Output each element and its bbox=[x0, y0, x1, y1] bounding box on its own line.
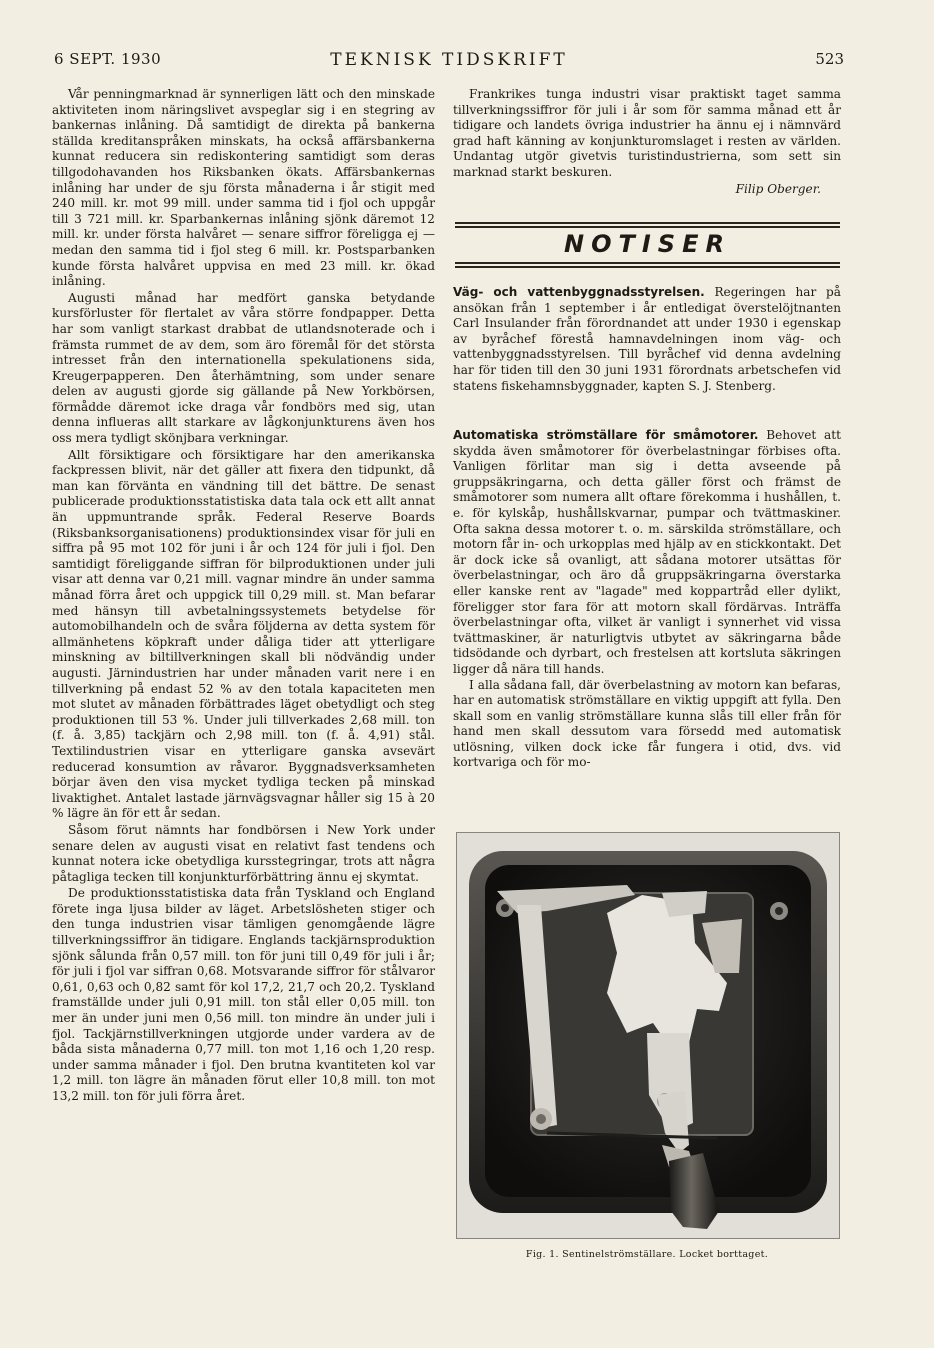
divider bbox=[455, 222, 840, 224]
section-heading-box bbox=[455, 222, 840, 268]
notice-heading: Väg- och vattenbyggnadsstyrelsen. bbox=[453, 285, 705, 299]
paragraph: De produktionsstatistiska data från Tyskland och England förete inga ljusa bilder av läget. Arbetslösheten stiger och den tunga industrien visar tämligen genomgående lägre tillverkningssiffror än tidigare. Englands tackjärnsproduktion sjönk sålunda från 0,57 mill. ton för juni till 0,49 för juli i år; för juli i fjol var siffran 0,68. Motsvarande siffror för stålvaror 0,61, 0,63 och 0,82 samt för kol 17,2, 21,7 och 20,2. Tyskland framställde under juli 0,91 mill. ton stål eller 0,05 mill. ton mer än under juni men 0,56 mill. ton mindre än under juli i fjol. Tackjärnstillverkningen utgjorde under vardera av de båda sista månaderna 0,77 mill. ton mot 1,16 och 1,20 resp. under samma månader i fjol. Den brutna kvantiteten kol var 1,2 mill. ton lägre än månaden förut eller 10,8 mill. ton mot 13,2 mill. ton för juli förra året. bbox=[52, 886, 435, 1103]
notice-automatiska-stromstallare bbox=[453, 428, 841, 771]
left-column bbox=[52, 87, 435, 1106]
page-number: 523 bbox=[815, 50, 844, 68]
notice-body: Väg- och vattenbyggnadsstyrelsen. Regeringen har på ansökan från 1 september i år entledigat överstelöjtnanten Carl Insulander från förordnandet att under 1930 i egenskap av byråchef förestå hamnavdelningen inom väg- och vattenbyggnadsstyrelsen. Till byråchef vid denna avdelning har för tiden till den 30 juni 1931 förordnats arbetschefen vid statens fiskehamnsbyggnader, kapten S. J. Stenberg. bbox=[453, 285, 841, 393]
paragraph: I alla sådana fall, där överbelastning av motorn kan befaras, har en automatisk strömställare en viktig uppgift att fylla. Den skall som en vanlig strömställare kunna slås till eller från för hand men skall dessutom vara försedd med automatisk utlösning, vilken dock icke får fungera i otid, dvs. vid kortvariga och för mo- bbox=[453, 677, 841, 770]
notice-body: Automatiska strömställare för småmotorer. Behovet att skydda även småmotorer för överbelastningar förbises ofta. Vanligen förlitar man sig i detta avseende på gruppsäkringarna, och detta gäller först och främst de småmotorer som numera allt oftare förekomma i hushållen, t. e. för kylskåp, hushållskvarnar, pumpar och tvättmaskiner. Ofta sakna dessa motorer t. o. m. särskilda strömställare, och motorn får in- och urkopplas med hjälp av en stickkontakt. Det är dock icke så ovanligt, att sådana motorer utsättas för överbelastningar, och äro då gruppsäkringarna överstarka eller kanske rent av "lagade" med koppartråd eller dylikt, föreligger stor fara för att motorn skall fördärvas. Inträffa överbelastningar ofta, vilket är vanligt i synnerhet vid vissa tvättmaskiner, är naturligtvis utbytet av säkringarna både tidsödande och dyrbart, och frestelsen att kortsluta säkringen ligger då nära till hands. bbox=[453, 428, 841, 676]
section-heading: NOTISER bbox=[564, 230, 731, 258]
switch-photo-illustration bbox=[457, 833, 839, 1238]
paragraph: Såsom förut nämnts har fondbörsen i New York under senare delen av augusti visat en relativt fast tendens och kunnat notera icke obetydliga kursstegringar, trots att några påtagliga tecken till konjunkturförbättring ännu ej skymtat. bbox=[52, 822, 435, 884]
paragraph: Vår penningmarknad är synnerligen lätt och den minskade aktiviteten inom näringslivet avspeglar sig i en stegring av bankernas inlåning. Då samtidigt de direkta på bankerna ställda kreditanspråken minskats, ha också affärsbankerna kunnat reducera sin rediskontering samtidigt som deras tillgodohavanden hos Riksbanken ökats. Affärsbankernas inlåning har under de sju första månaderna i år stigit med 240 mill. kr. mot 99 mill. under samma tid i fjol och uppgår till 3 721 mill. kr. Sparbankernas inlåning sjönk däremot 12 mill. kr. under första halvåret — senare siffror föreligga ej — medan den samma tid i fjol steg 6 mill. kr. Postsparbanken kunde första halvåret uppvisa en med 23 mill. kr. ökad inlåning. bbox=[52, 87, 435, 289]
journal-title: TEKNISK TIDSKRIFT bbox=[330, 50, 568, 70]
figure-photo bbox=[456, 832, 840, 1239]
paragraph: Augusti månad har medfört ganska betydande kursförluster för flertalet av våra större fondpapper. Detta har som vanligt starkast drabbat de utlandsnoterade och i främsta rummet de av dem, som äro föremål för det största intresset från den internationella spekulationens sida, Kreugerpapperen. Den återhämtning, som under senare delen av augusti gjorde sig gällande på New Yorkbörsen, förmådde däremot icke draga vår fondbörs med sig, utan denna influeras allt starkare av lågkonjunkturens även hos oss mera tydligt skönjbara verkningar. bbox=[52, 290, 435, 446]
right-column-intro bbox=[453, 87, 841, 197]
page-header bbox=[54, 50, 844, 72]
figure-caption: Fig. 1. Sentinelströmställare. Locket borttaget. bbox=[525, 1249, 769, 1260]
notice-vag-och-vatten bbox=[453, 285, 841, 394]
divider bbox=[455, 266, 840, 268]
paragraph: Allt försiktigare och försiktigare har den amerikanska fackpressen blivit, när det gäller att fixera den tidpunkt, då man kan förvänta en vändning till det bättre. De senast publicerade produktionsstatistiska data tala ock ett allt annat än uppmuntrande språk. Federal Reserve Boards (Riksbanksorganisationens) produktionsindex visar för juli en siffra på 95 mot 102 för juni i år och 124 för juli i fjol. Den samtidigt föreliggande siffran för bilproduktionen under juli visar att denna var 0,21 mill. vagnar mindre än under samma månad förra året och uppgick till 0,29 mill. st. Man befarar med hänsyn till avbetalningssystemets betydelse för automobilhandeln och de svåra följderna av detta system för allmänhetens köpkraft under dåliga tider att ytterligare minskning av biltillverkningen skall bli nödvändig under augusti. Järnindustrien har under månaden varit nere i en tillverkning på endast 52 % av den totala kapaciteten men mot slutet av månaden förbättrades läget obetydligt och steg produktionen till 53 %. Under juli tillverkades 2,68 mill. ton (f. å. 3,85) tackjärn och 2,98 mill. ton (f. å. 4,91) stål. Textilindustrien visar en ytterligare ganska avsevärt reducerad konsumtion av råvaror. Byggnadsverksamheten börjar även den visa mycket tydliga tecken på minskad livaktighet. Antalet lastade järnvägsvagnar håller sig 15 à 20 % lägre än för ett år sedan. bbox=[52, 447, 435, 821]
author-signature: Filip Oberger. bbox=[735, 181, 821, 196]
divider bbox=[455, 262, 840, 264]
notice-heading: Automatiska strömställare för småmotorer. bbox=[453, 428, 759, 442]
issue-date: 6 SEPT. 1930 bbox=[54, 50, 162, 68]
paragraph: Frankrikes tunga industri visar praktiskt taget samma tillverkningssiffror för juli i år som för samma månad ett år tidigare och landets övriga industrier ha ännu ej i nämnvärd grad haft känning av konjunkturomslaget i resten av världen. Undantag utgör givetvis turistindustrierna, som sett sin marknad starkt beskuren. bbox=[453, 87, 841, 179]
divider bbox=[455, 226, 840, 228]
